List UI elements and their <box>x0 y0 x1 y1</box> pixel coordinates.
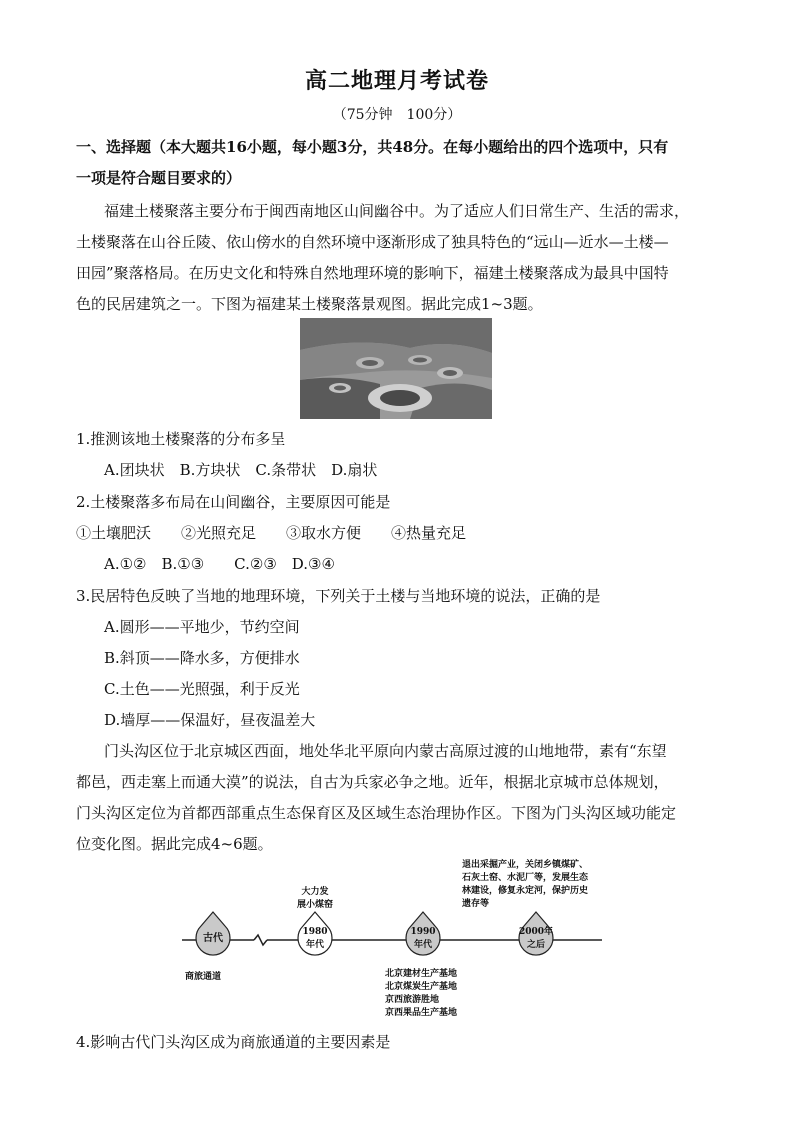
question-3-option-c: C.土色——光照强，利于反光 <box>104 680 300 698</box>
timeline-node-label: 年代 <box>413 940 432 950</box>
question-2-stem: 2.土楼聚落多布局在山间幽谷，主要原因可能是 <box>76 493 391 511</box>
question-3-option-d: D.墙厚——保温好，昼夜温差大 <box>104 711 316 729</box>
timeline-node-label: 1990 <box>410 927 436 937</box>
question-2-items: ①土壤肥沃 ②光照充足 ③取水方便 ④热量充足 <box>76 524 467 542</box>
question-3-option-b: B.斜顶——降水多，方便排水 <box>104 649 300 667</box>
passage2-line: 都邑，西走塞上而通大漠”的说法，自古为兵家必争之地。近年，根据北京城市总体规划， <box>76 773 669 791</box>
timeline-1990s-function: 京西旅游胜地 <box>385 995 440 1005</box>
timeline-node-label: 之后 <box>526 940 545 950</box>
question-1-options: A.团块状 B.方块状 C.条带状 D.扇状 <box>104 461 378 479</box>
passage1-line: 福建土楼聚落主要分布于闽西南地区山间幽谷中。为了适应人们日常生产、生活的需求， <box>104 202 690 220</box>
timeline-1990s-function: 北京煤炭生产基地 <box>385 982 458 992</box>
question-3-option-a: A.圆形——平地少，节约空间 <box>104 618 300 636</box>
section-heading-cont: 一项是符合题目要求的） <box>76 169 242 187</box>
timeline-1980s-note: 展小煤窑 <box>296 900 333 910</box>
timeline-2000s-note: 林建设，修复永定河，保护历史 <box>462 886 589 896</box>
timeline-node-label: 2000年 <box>518 927 554 937</box>
tulou-settlement-photo <box>300 318 492 419</box>
question-3-stem: 3.民居特色反映了当地的地理环境，下列关于土楼与当地环境的说法，正确的是 <box>76 587 601 605</box>
timeline-2000s-note: 遗存等 <box>462 899 490 909</box>
passage2-line: 门头沟区位于北京城区西面，地处华北平原向内蒙古高原过渡的山地地带，素有“东望 <box>104 742 667 760</box>
passage2-line: 位变化图。据此完成4~6题。 <box>76 835 273 853</box>
passage2-line: 门头沟区定位为首都西部重点生态保育区及区域生态治理协作区。下图为门头沟区域功能定 <box>76 804 677 822</box>
timeline-1990s-function: 北京建材生产基地 <box>385 969 458 979</box>
timeline-2000s-note: 石灰土窑、水泥厂等，发展生态 <box>462 873 589 883</box>
timeline-ancient-function: 商旅通道 <box>185 972 222 982</box>
passage1-line: 色的民居建筑之一。下图为福建某土楼聚落景观图。据此完成1~3题。 <box>76 295 543 313</box>
passage1-line: 土楼聚落在山谷丘陵、依山傍水的自然环境中逐渐形成了独具特色的“远山—近水—土楼— <box>76 233 669 251</box>
page-title: 高二地理月考试卷 <box>304 68 489 94</box>
timeline-1980s-note: 大力发 <box>301 887 329 897</box>
function-change-timeline <box>170 858 620 1023</box>
timeline-2000s-note: 退出采掘产业，关闭乡镇煤矿、 <box>462 860 589 870</box>
section-heading: 一、选择题（本大题共16小题，每小题3分，共48分。在每小题给出的四个选项中，只有 <box>76 138 669 156</box>
page-subtitle: （75分钟 100分） <box>332 107 462 123</box>
timeline-node-label: 1980 <box>302 927 328 937</box>
question-1-stem: 1.推测该地土楼聚落的分布多呈 <box>76 430 286 448</box>
timeline-node-label: 古代 <box>203 933 223 944</box>
question-2-options: A.①② B.①③ C.②③ D.③④ <box>104 555 335 573</box>
passage1-line: 田园”聚落格局。在历史文化和特殊自然地理环境的影响下，福建土楼聚落成为最具中国特 <box>76 264 669 282</box>
timeline-node-label: 年代 <box>305 940 324 950</box>
timeline-1990s-function: 京西果品生产基地 <box>385 1008 458 1018</box>
question-4-stem: 4.影响古代门头沟区成为商旅通道的主要因素是 <box>76 1033 391 1051</box>
